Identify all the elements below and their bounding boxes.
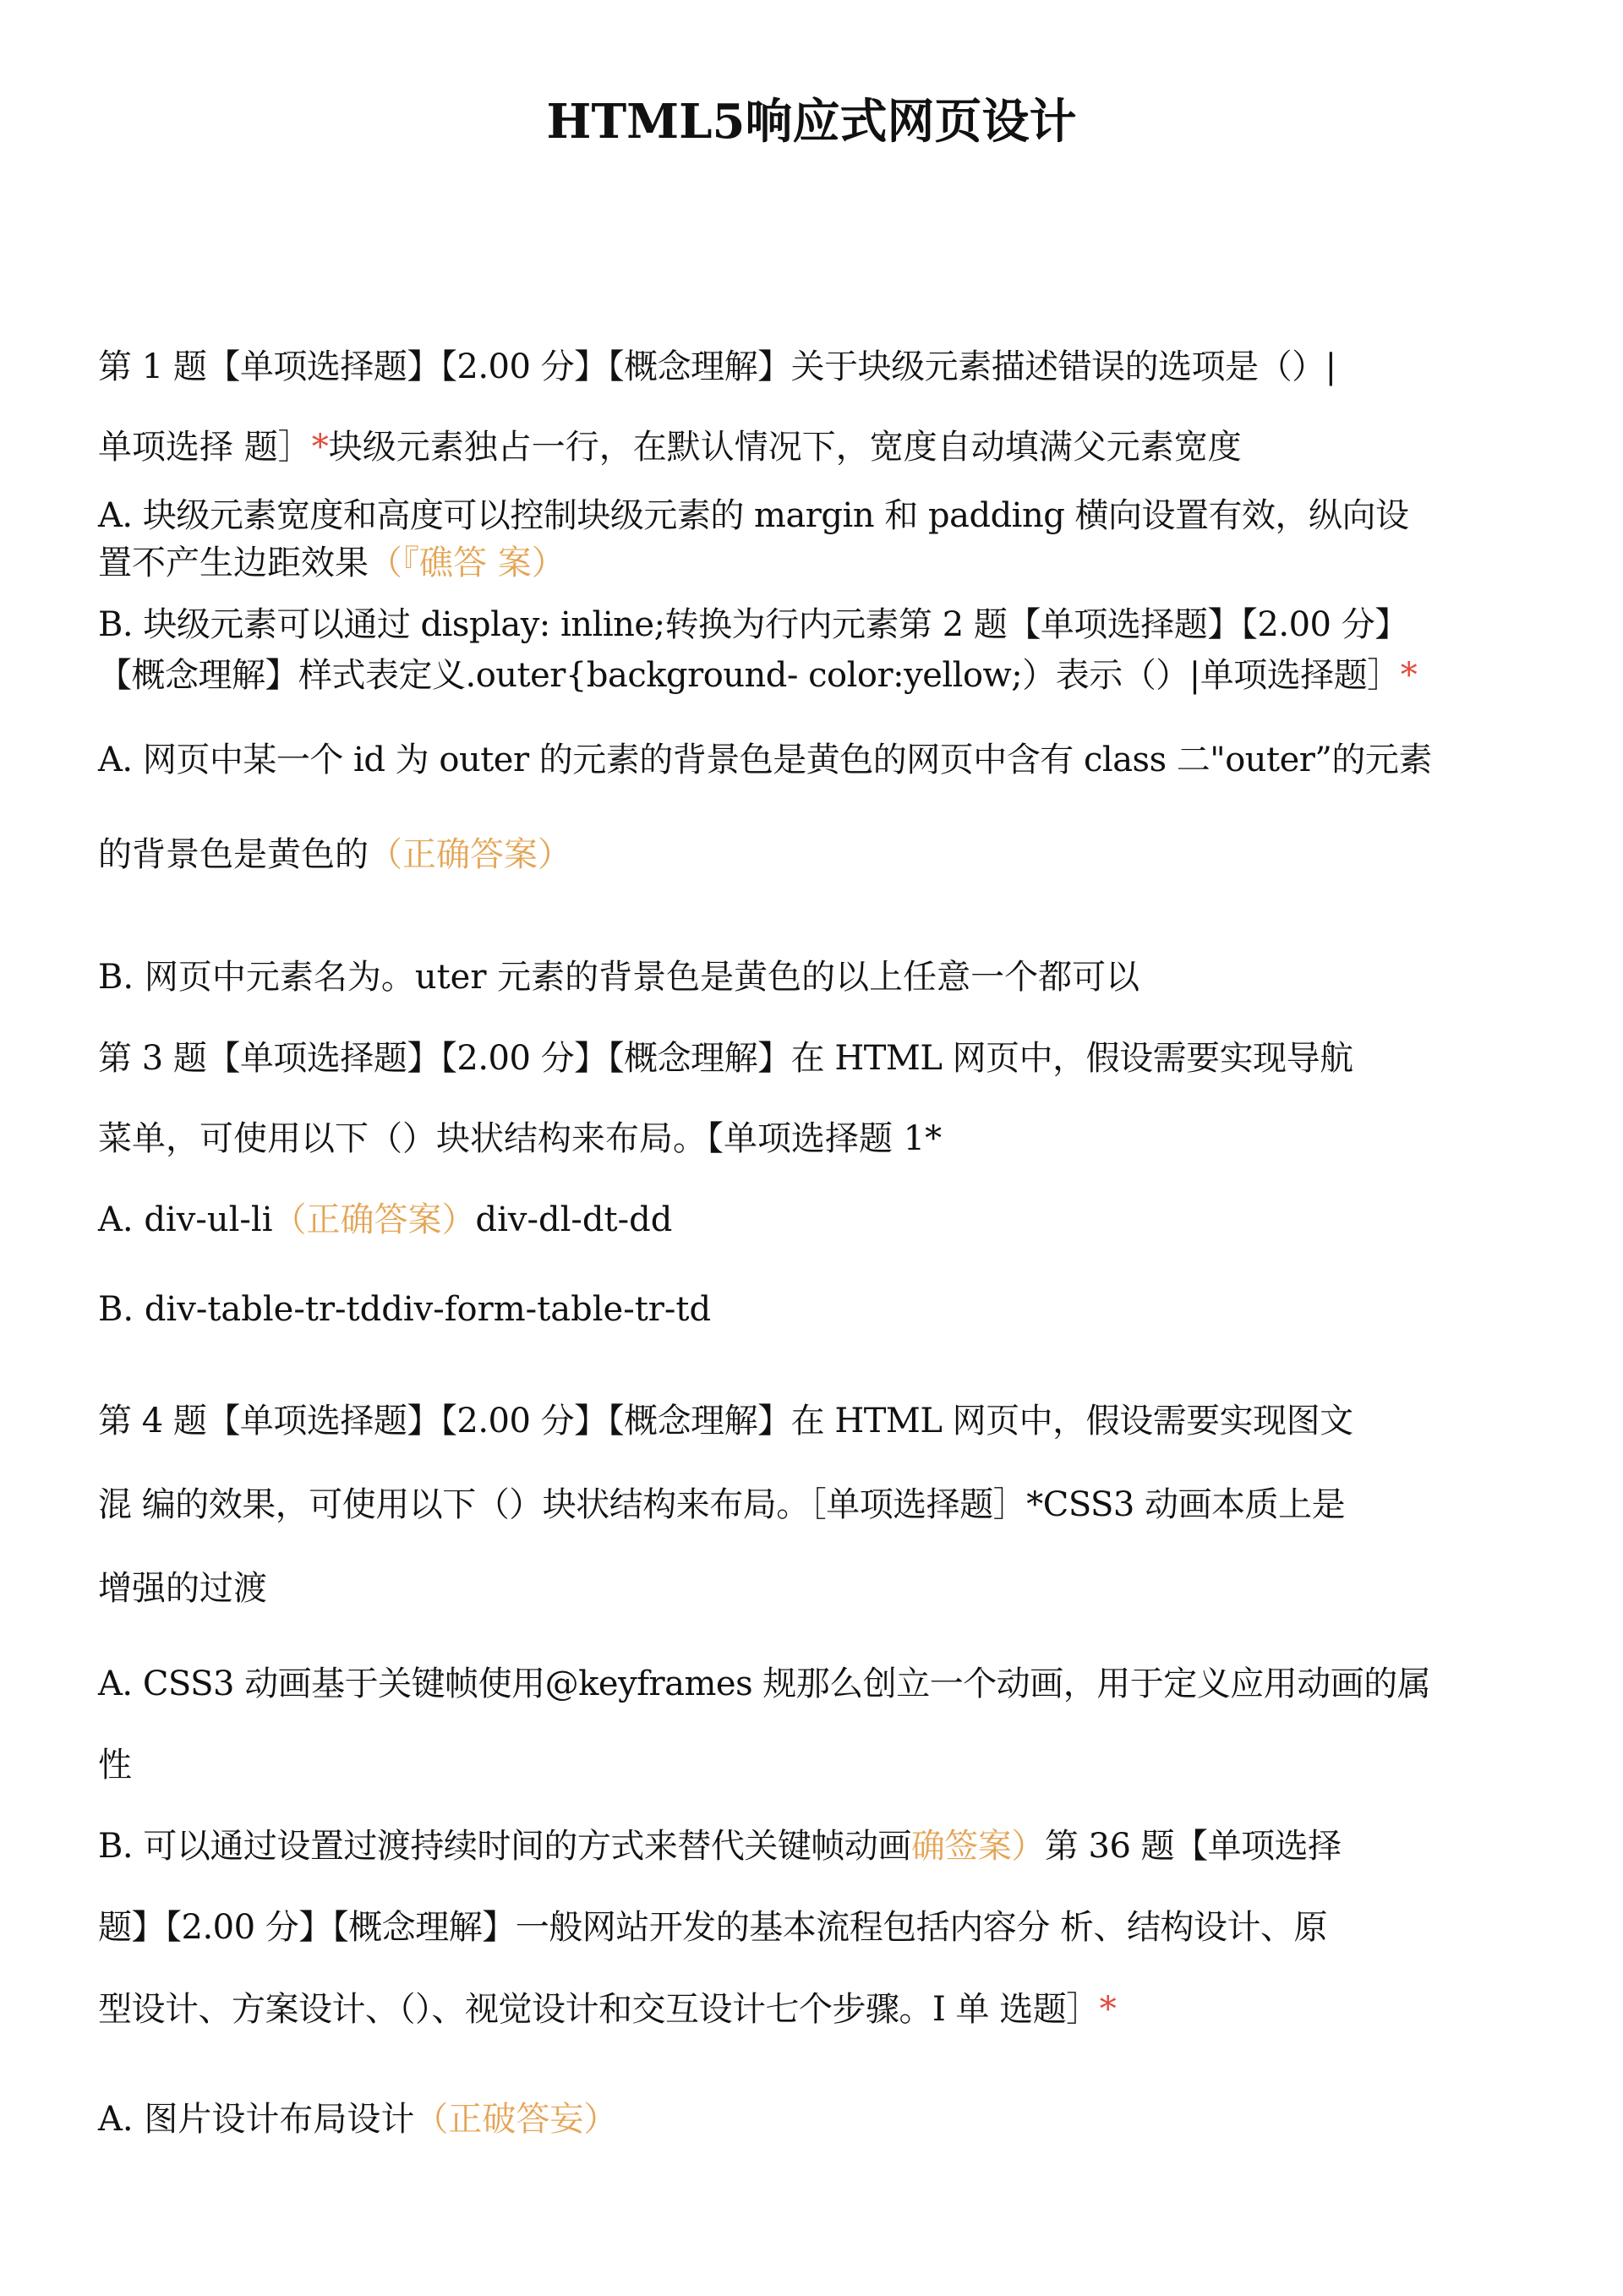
question-4-option-a-line-1 <box>98 1659 1535 1709</box>
answer-highlight: （正破答妄） <box>414 2100 618 2139</box>
question-36-option-a <box>98 2094 1535 2145</box>
text-run: 题】【2.00 分】【概念理解】一般网站开发的基本流程包括内容分 析、结构设计、原 <box>98 1908 1327 1947</box>
question-36-stem-line-2 <box>98 1902 1535 1953</box>
text-run: A. CSS3 动画基于关键帧使用@keyframes 规那么创立一个动画，用于定义应用动画的属 <box>98 1665 1431 1703</box>
text-run: 型设计、方案设计、（）、视觉设计和交互设计七个步骤。I 单 选题］ <box>98 1990 1100 2029</box>
text-run: 混 编的效果，可使用以下（）块状结构来布局。［单项选择题］*CSS3 动画本质上是 <box>98 1485 1346 1524</box>
text-run: 块级元素独占一行，在默认情况下，宽度自动填满父元素宽度 <box>328 428 1242 467</box>
text-run: 【概念理解】样式表定义.outer{background- color:yellow;）表示（）|单项选择题］ <box>98 656 1401 695</box>
question-3-stem-line-1 <box>98 1033 1535 1084</box>
text-run: 第 36 题【单项选择 <box>1044 1827 1342 1866</box>
text-run: 增强的过渡 <box>98 1569 267 1608</box>
answer-highlight: （正确答案） <box>272 1200 476 1239</box>
answer-highlight: 确签案） <box>910 1827 1045 1866</box>
question-3-stem-line-2 <box>98 1113 1535 1164</box>
question-2-option-a-line-1 <box>98 735 1535 785</box>
required-mark: * <box>1099 1990 1117 2029</box>
question-4-stem-line-3 <box>98 1563 1535 1614</box>
question-2-stem-line-2 <box>98 650 1535 701</box>
question-1-option-b-and-question-2-stem <box>98 599 1535 650</box>
question-3-option-a <box>98 1194 1535 1245</box>
question-1-option-a-line-2 <box>98 538 1535 588</box>
question-4-stem-line-2 <box>98 1479 1535 1530</box>
question-36-stem-line-3 <box>98 1984 1535 2035</box>
text-run: 单项选择 题］ <box>98 428 312 467</box>
text-run: B. div-table-tr-tddiv-form-table-tr-td <box>98 1290 712 1329</box>
text-run: 菜单，可使用以下（）块状结构来布局。【单项选择题 1* <box>98 1119 943 1158</box>
answer-highlight: （正确答案） <box>369 835 571 874</box>
text-run: B. 块级元素可以通过 display: inline;转换为行内元素第 2 题【单项选择题】【2.00 分】 <box>98 605 1408 644</box>
question-4-option-a-line-2 <box>98 1740 1535 1790</box>
text-run: B. 网页中元素名为。uter 元素的背景色是黄色的以上任意一个都可以 <box>98 958 1140 997</box>
text-run: 第 3 题【单项选择题】【2.00 分】【概念理解】在 HTML 网页中，假设需要实现导航 <box>98 1039 1353 1078</box>
text-run: 的背景色是黄色的 <box>98 835 369 874</box>
text-run: A. 网页中某一个 id 为 outer 的元素的背景色是黄色的网页中含有 class 二"outer”的元素 <box>98 741 1432 779</box>
text-run: A. div-ul-li <box>98 1200 273 1239</box>
text-run: 第 1 题【单项选择题】【2.00 分】【概念理解】关于块级元素描述错误的选项是（）| <box>98 347 1336 386</box>
question-4-option-b-and-question-36-stem <box>98 1821 1535 1872</box>
text-run: 性 <box>98 1746 132 1785</box>
question-4-stem-line-1 <box>98 1396 1535 1446</box>
question-1-stem-line-1 <box>98 342 1535 392</box>
answer-highlight: （『礁答 案） <box>369 544 566 582</box>
text-run: div-dl-dt-dd <box>475 1200 673 1239</box>
question-1-stem-line-2 <box>98 422 1535 473</box>
required-mark: * <box>1400 656 1418 695</box>
question-3-option-b <box>98 1284 1535 1335</box>
question-2-option-b <box>98 952 1535 1003</box>
text-run: B. 可以通过设置过渡持续时间的方式来替代关键帧动画 <box>98 1827 911 1866</box>
text-run: 第 4 题【单项选择题】【2.00 分】【概念理解】在 HTML 网页中，假设需要实现图文 <box>98 1402 1353 1440</box>
text-run: A. 块级元素宽度和高度可以控制块级元素的 margin 和 padding 横向设置有效，纵向设 <box>98 496 1409 535</box>
question-1-option-a-line-1 <box>98 490 1535 541</box>
document-title: HTML5响应式网页设计 <box>546 94 1077 150</box>
required-mark: * <box>311 428 329 467</box>
text-run: A. 图片设计布局设计 <box>98 2100 415 2139</box>
question-2-option-a-line-2 <box>98 829 1535 880</box>
text-run: 置不产生边距效果 <box>98 544 369 582</box>
